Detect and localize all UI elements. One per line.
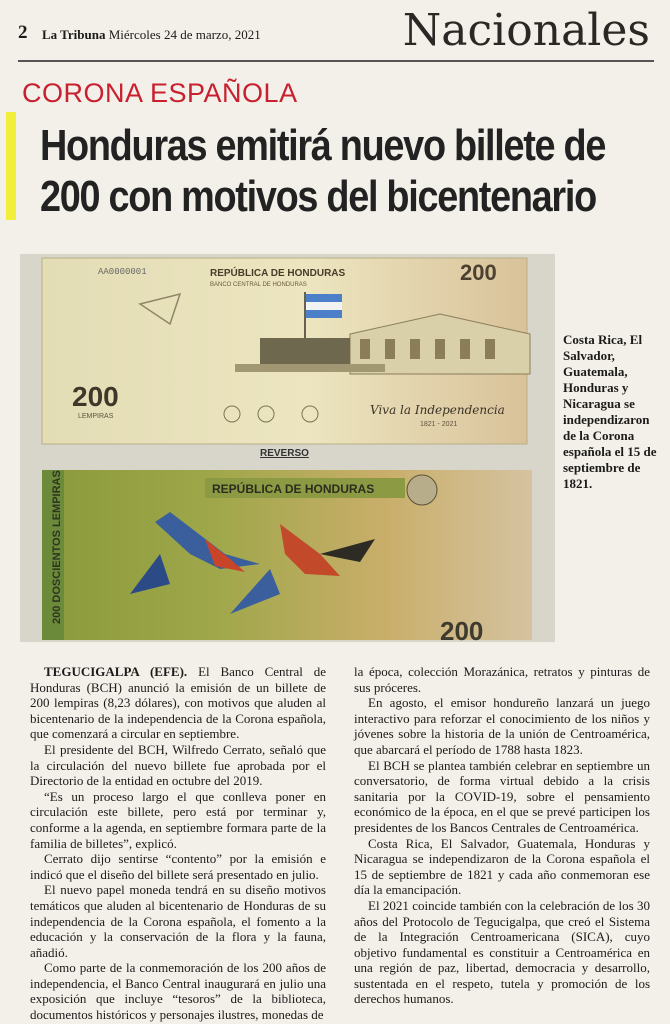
photo-caption: Costa Rica, El Salvador, Guatemala, Honduras y Nicaragua se independizaron de la Corona española el 15 de septiembre de 1821. [563,332,657,491]
highlighter-mark [6,112,16,220]
banknote-front [42,258,530,444]
publication-date: Miércoles 24 de marzo, 2021 [108,27,261,42]
back-side-text: 200 DOSCIENTOS LEMPIRAS [51,470,63,624]
paragraph: El presidente del BCH, Wilfredo Cerrato, señaló que la circulación del nuevo billete fue aprobada por el Directorio de la entidad en octubre del 2019. [30,741,326,789]
section-title: Nacionales [402,5,650,56]
publication-line [42,27,261,43]
front-country: REPÚBLICA DE HONDURAS [210,268,346,279]
header-rule [18,60,654,62]
page-number: 2 [18,22,28,43]
front-signature: Viva la Independencia [370,403,505,417]
front-years: 1821 - 2021 [420,421,458,428]
front-currency: LEMPIRAS [78,413,114,420]
article-kicker: CORONA ESPAÑOLA [22,78,298,108]
paragraph: El BCH se plantea también celebrar en septiembre un conversatorio, de forma virtual debido a la crisis sanitaria por la COVID-19, sobre el pensamiento económico de la época, en el que se prevé participen los presidentes de los Bancos Centrales de Centroamérica. [354,757,650,835]
back-seal-icon [407,475,437,505]
paragraph: Cerrato dijo sentirse “contento” por la emisión e indicó que el diseño del billete será presentado en julio. [30,851,326,882]
front-denomination-corner: 200 [460,260,497,285]
dateline: TEGUCIGALPA (EFE). [44,664,188,679]
back-denomination: 200 [440,616,484,642]
paragraph: Como parte de la conmemoración de los 200 años de independencia, el Banco Central inaugurará en julio una exposición que incluye “tesoros” de la biblioteca, documentos históricos y personajes ilustres, monedas de [30,960,326,1023]
paragraph: la época, colección Morazánica, retratos y pinturas de sus próceres. [354,664,650,695]
article-column-1 [30,664,326,1023]
front-serial: AA0000001 [98,267,147,277]
headline-line-2: 200 con motivos del bicentenario [40,172,596,221]
reverso-label: REVERSO [260,448,309,459]
paragraph: El 2021 coincide también con la celebración de los 30 años del Protocolo de Tegucigalpa, que creó el Sistema de la Integración Centroamericana (SICA), cuyo objetivo fundamental es constituir a Centroamérica en una región de paz, libertad, democracia y desarrollo, sustentada en el respeto, tutela y promoción de los derechos humanos. [354,897,650,1007]
paragraph: Costa Rica, El Salvador, Guatemala, Honduras y Nicaragua se independizaron de la Corona española el 15 de septiembre de 1821 y cada año conmemoran ese día la emancipación. [354,835,650,898]
article-column-2 [354,664,650,1007]
banknote-back [42,470,532,642]
publication-name: La Tribuna [42,27,106,42]
front-bank: BANCO CENTRAL DE HONDURAS [210,282,307,288]
masthead [0,0,670,60]
back-country: REPÚBLICA DE HONDURAS [212,482,375,496]
paragraph: TEGUCIGALPA (EFE). El Banco Central de Honduras (BCH) anunció la emisión de un billete de 200 lempiras (8,23 dólares), con motivos que aluden al bicentenario de la independencia de la Corona española, que comenzará a circular en septiembre. [30,664,326,742]
headline-line-1: Honduras emitirá nuevo billete de [40,121,606,170]
banknote-photo [20,254,555,642]
paragraph: En agosto, el emisor hondureño lanzará un juego interactivo para reforzar el conocimiento de los niños y jóvenes sobre la historia de la unión de Centroamérica, que abarcará el período de 1788 hasta 1823. [354,695,650,757]
article-headline [40,120,606,222]
paragraph: “Es un proceso largo el que conlleva poner en circulación este billete, pero está por terminar y, conforme a la agenda, en septiembre formara parte de la familia de billetes”, explicó. [30,788,326,851]
front-denomination: 200 [72,381,119,412]
paragraph: El nuevo papel moneda tendrá en su diseño motivos temáticos que aluden al bicentenario de Honduras de su independencia de la Corona española, el fomento a la educación y la conservación de la flora y la fauna, añadió. [30,882,326,960]
